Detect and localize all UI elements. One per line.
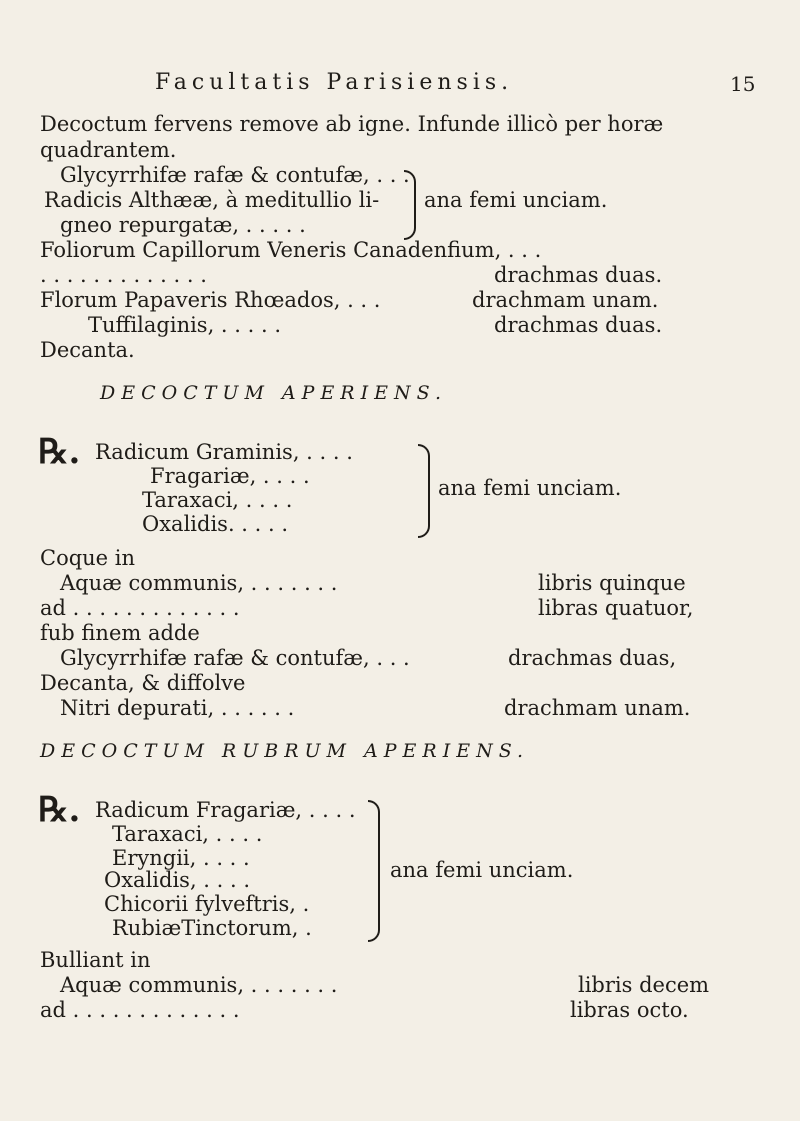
ingredient-line: Radicum Fragariæ, . . . .: [95, 798, 356, 822]
dots-line: ad . . . . . . . . . . . . .: [40, 596, 240, 620]
ingredient-line: Glycyrrhifæ rafæ & contufæ, . . .: [60, 646, 410, 670]
ingredient-line: Glycyrrhifæ rafæ & contufæ, . . .: [60, 163, 410, 187]
dose-text: ana femi unciam.: [438, 476, 622, 500]
ingredient-line: Radicum Graminis, . . . .: [95, 440, 353, 464]
ingredient-line: Taraxaci, . . . .: [142, 488, 293, 512]
dose-text: drachmam unam.: [504, 696, 691, 720]
dose-text: drachmas duas,: [508, 646, 677, 670]
text-line: Decanta, & diffolve: [40, 671, 246, 695]
dose-text: libris decem: [578, 973, 710, 997]
recipe-symbol: ℞.: [38, 432, 81, 472]
ingredient-line: Oxalidis. . . . .: [142, 512, 289, 536]
ingredient-line: Nitri depurati, . . . . . .: [60, 696, 295, 720]
dose-text: ana femi unciam.: [424, 188, 608, 212]
dose-text: libris quinque: [538, 571, 686, 595]
ingredient-line: Foliorum Capillorum Veneris Canadenfium, . . .: [40, 238, 542, 262]
dose-text: ana femi unciam.: [390, 858, 574, 882]
text-line: Decanta.: [40, 338, 135, 362]
dots-line: . . . . . . . . . . . . .: [40, 263, 207, 287]
running-header: Facultatis Parisiensis.: [155, 70, 514, 95]
ingredient-line: Oxalidis, . . . .: [104, 868, 251, 892]
ingredient-line: Fragariæ, . . . .: [150, 464, 310, 488]
brace: [418, 444, 430, 538]
section-title: DECOCTUM APERIENS.: [100, 382, 447, 404]
section-title: DECOCTUM RUBRUM APERIENS.: [40, 740, 530, 762]
ingredient-line: Tuffilaginis, . . . . .: [88, 313, 282, 337]
ingredient-line: Chicorii fylveftris, .: [104, 892, 310, 916]
text-line: Decoctum fervens remove ab igne. Infunde illicò per horæ: [40, 112, 664, 136]
text-line: quadrantem.: [40, 138, 177, 162]
brace: [404, 170, 416, 240]
ingredient-line: Florum Papaveris Rhœados, . . .: [40, 288, 381, 312]
dose-text: drachmam unam.: [472, 288, 659, 312]
ingredient-line: Aquæ communis, . . . . . . .: [60, 973, 338, 997]
ingredient-line: Taraxaci, . . . .: [112, 822, 263, 846]
dots-line: ad . . . . . . . . . . . . .: [40, 998, 240, 1022]
ingredient-line: Radicis Althææ, à meditullio li-: [44, 188, 380, 212]
dose-text: drachmas duas.: [494, 263, 663, 287]
dose-text: drachmas duas.: [494, 313, 663, 337]
text-line: Coque in: [40, 546, 136, 570]
brace: [368, 800, 380, 942]
ingredient-line: gneo repurgatæ, . . . . .: [60, 213, 306, 237]
text-line: fub finem adde: [40, 621, 200, 645]
dose-text: libras octo.: [570, 998, 689, 1022]
page-number: 15: [730, 72, 756, 96]
ingredient-line: RubiæTinctorum, .: [112, 916, 312, 940]
recipe-symbol: ℞.: [38, 790, 81, 830]
dose-text: libras quatuor,: [538, 596, 694, 620]
ingredient-line: Aquæ communis, . . . . . . .: [60, 571, 338, 595]
ingredient-line: Eryngii, . . . .: [112, 846, 250, 870]
text-line: Bulliant in: [40, 948, 151, 972]
